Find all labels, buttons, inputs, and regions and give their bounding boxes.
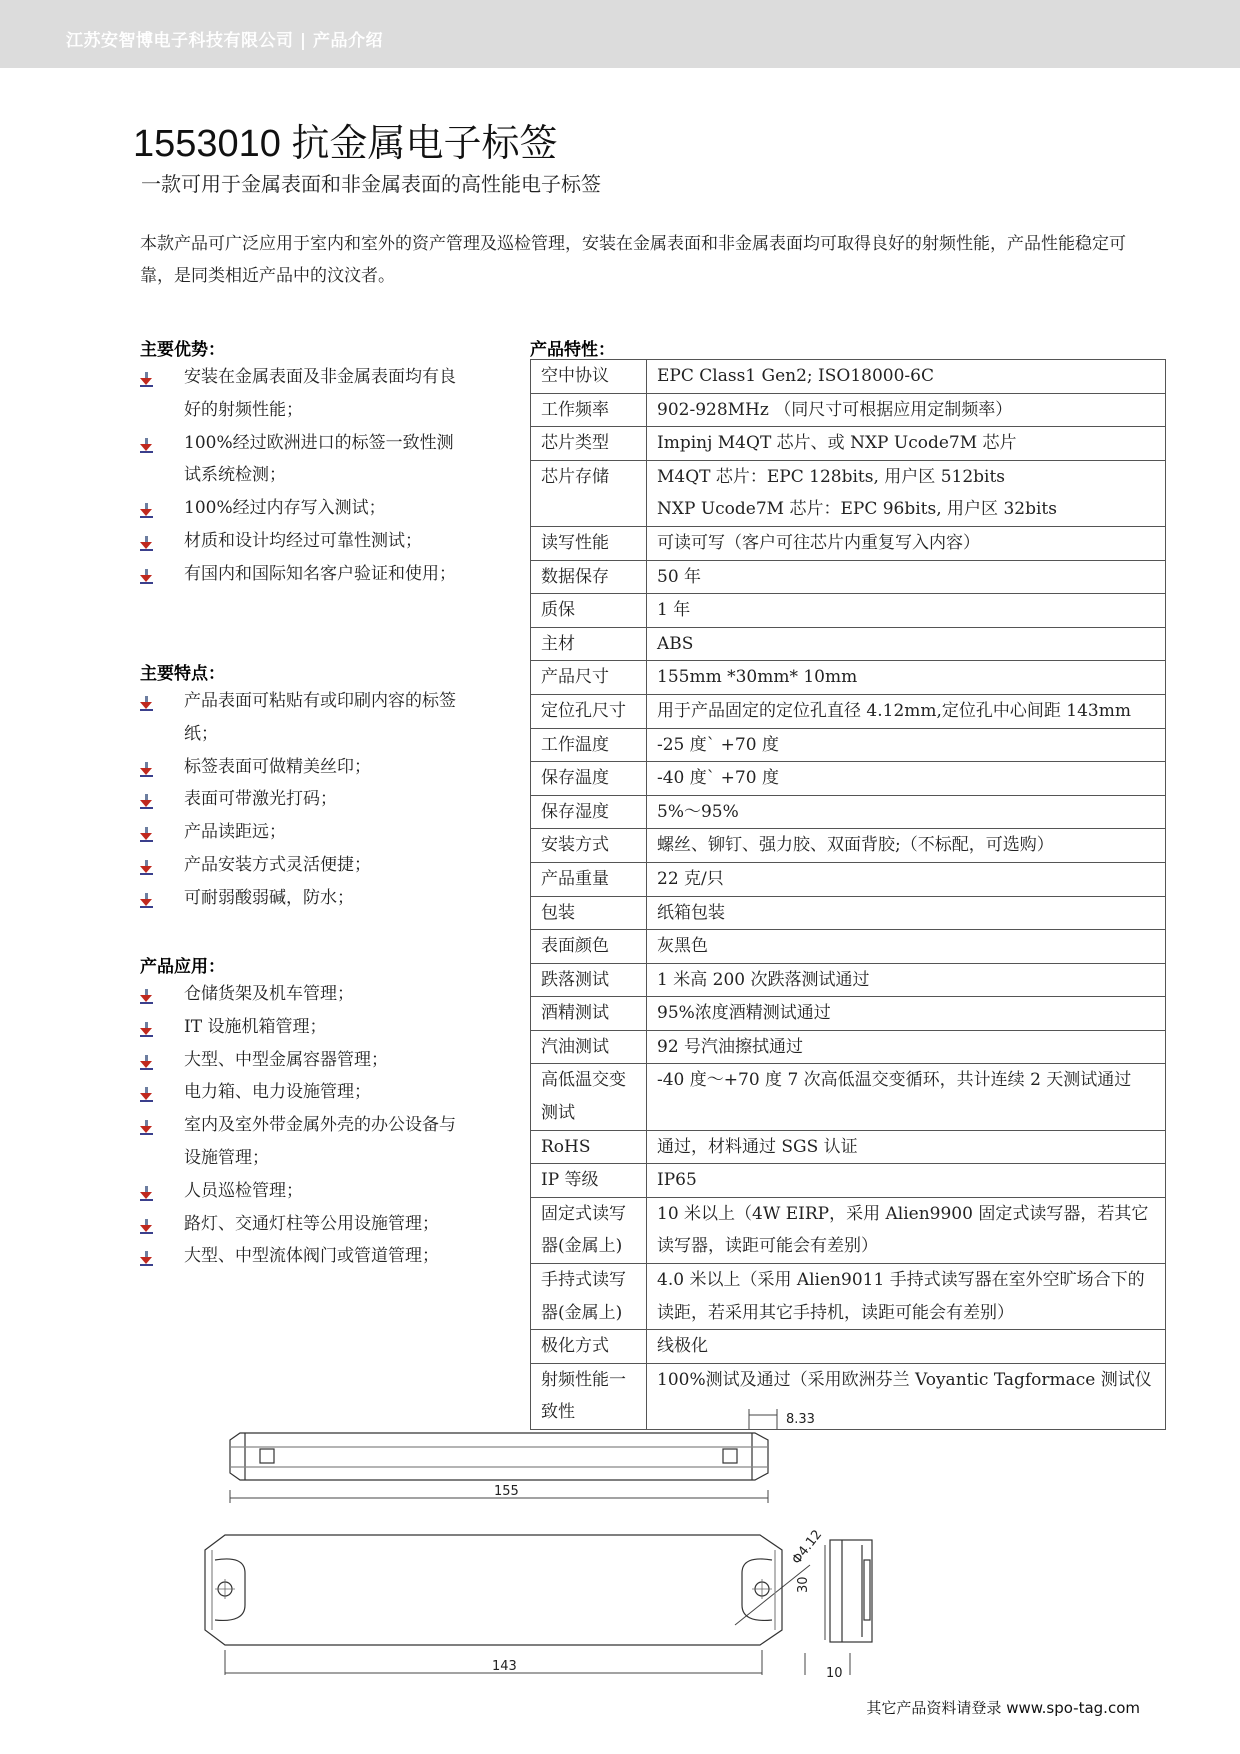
spec-row bbox=[531, 1130, 1166, 1164]
bullet-icon bbox=[140, 860, 154, 874]
bullet-icon bbox=[140, 1120, 154, 1134]
spec-value: 用于产品固定的定位孔直径 4.12mm,定位孔中心间距 143mm bbox=[647, 694, 1166, 728]
list-item-text: 产品读距远； bbox=[184, 822, 286, 843]
end-view bbox=[830, 1540, 872, 1642]
spec-row bbox=[531, 594, 1166, 628]
spec-key: 跌落测试 bbox=[531, 963, 647, 997]
spec-key: 保存温度 bbox=[531, 762, 647, 796]
footer-note: 其它产品资料请登录 www.spo-tag.com bbox=[866, 1699, 1140, 1717]
spec-key: IP 等级 bbox=[531, 1164, 647, 1198]
spec-row bbox=[531, 1264, 1166, 1330]
list-item-text: 安装在金属表面及非金属表面均有良好的射频性能； bbox=[184, 367, 456, 420]
spec-row bbox=[531, 560, 1166, 594]
spec-row bbox=[531, 360, 1166, 394]
list-item bbox=[140, 816, 470, 849]
spec-value: 100%测试及通过（采用欧洲芬兰 Voyantic Tagformace 测试仪 bbox=[647, 1363, 1166, 1429]
bullet-icon bbox=[140, 1219, 154, 1233]
spec-value: 纸箱包装 bbox=[647, 896, 1166, 930]
list-item-text: 大型、中型金属容器管理； bbox=[184, 1049, 388, 1070]
spec-row bbox=[531, 627, 1166, 661]
spec-row bbox=[531, 930, 1166, 964]
dim-10-label: 10 bbox=[826, 1666, 843, 1681]
bullet-icon bbox=[140, 827, 154, 841]
spec-row bbox=[531, 427, 1166, 461]
spec-value: 线极化 bbox=[647, 1330, 1166, 1364]
bullet-icon bbox=[140, 1251, 154, 1265]
spec-key: 芯片存储 bbox=[531, 460, 647, 526]
list-item bbox=[140, 685, 470, 751]
list-item-text: IT 设施机箱管理； bbox=[184, 1016, 327, 1037]
spec-value: -40 度～+70 度 7 次高低温交变循环，共计连续 2 天测试通过 bbox=[647, 1064, 1166, 1130]
spec-row bbox=[531, 829, 1166, 863]
spec-key: 工作温度 bbox=[531, 728, 647, 762]
spec-value: Impinj M4QT 芯片、或 NXP Ucode7M 芯片 bbox=[647, 427, 1166, 461]
spec-row bbox=[531, 1164, 1166, 1198]
list-item-text: 大型、中型流体阀门或管道管理； bbox=[184, 1246, 439, 1267]
bullet-icon bbox=[140, 989, 154, 1003]
bullet-icon bbox=[140, 503, 154, 517]
list-item bbox=[140, 783, 470, 816]
spec-key: 芯片类型 bbox=[531, 427, 647, 461]
spec-value: 10 米以上（4W EIRP，采用 Alien9900 固定式读写器，若其它读写器，读距可能会有差别） bbox=[647, 1197, 1166, 1263]
spec-table bbox=[530, 359, 1166, 1430]
spec-value: 4.0 米以上（采用 Alien9011 手持式读写器在室外空旷场合下的读距，若采用其它手持机，读距可能会有差别） bbox=[647, 1264, 1166, 1330]
spec-value: 50 年 bbox=[647, 560, 1166, 594]
list-item-text: 有国内和国际知名客户验证和使用； bbox=[184, 563, 456, 584]
list-item bbox=[140, 1175, 470, 1208]
spec-key: 固定式读写器(金属上) bbox=[531, 1197, 647, 1263]
list-item-text: 产品表面可粘贴有或印刷内容的标签纸； bbox=[184, 691, 456, 744]
list-item-text: 产品安装方式灵活便捷； bbox=[184, 854, 371, 875]
spec-value: 5%～95% bbox=[647, 795, 1166, 829]
spec-row bbox=[531, 393, 1166, 427]
spec-row bbox=[531, 661, 1166, 695]
spec-value: 902-928MHz （同尺寸可根据应用定制频率） bbox=[647, 393, 1166, 427]
spec-value: 1 年 bbox=[647, 594, 1166, 628]
dim-hole-label: Φ4.12 bbox=[789, 1527, 826, 1568]
bullet-icon bbox=[140, 1087, 154, 1101]
bullet-icon bbox=[140, 372, 154, 386]
list-item-text: 室内及室外带金属外壳的办公设备与设施管理； bbox=[184, 1115, 456, 1168]
list-item bbox=[140, 1011, 470, 1044]
spec-row bbox=[531, 526, 1166, 560]
side-view bbox=[230, 1433, 768, 1480]
dim-30-label: 30 bbox=[796, 1576, 811, 1593]
spec-key: 读写性能 bbox=[531, 526, 647, 560]
spec-key: 工作频率 bbox=[531, 393, 647, 427]
list-item bbox=[140, 1208, 470, 1241]
bullet-icon bbox=[140, 1186, 154, 1200]
spec-row bbox=[531, 997, 1166, 1031]
spec-row bbox=[531, 862, 1166, 896]
spec-value: -40 度` +70 度 bbox=[647, 762, 1166, 796]
list-item bbox=[140, 978, 470, 1011]
list-item bbox=[140, 427, 470, 493]
spec-value: ABS bbox=[647, 627, 1166, 661]
spec-key: 数据保存 bbox=[531, 560, 647, 594]
spec-value: EPC Class1 Gen2; ISO18000-6C bbox=[647, 360, 1166, 394]
list-item-text: 人员巡检管理； bbox=[184, 1180, 303, 1201]
spec-row bbox=[531, 762, 1166, 796]
spec-key: 安装方式 bbox=[531, 829, 647, 863]
spec-value: M4QT 芯片：EPC 128bits, 用户区 512bits NXP Ucode7M 芯片：EPC 96bits, 用户区 32bits bbox=[647, 460, 1166, 526]
spec-value: -25 度` +70 度 bbox=[647, 728, 1166, 762]
list-item-text: 表面可带激光打码； bbox=[184, 789, 337, 810]
features-heading: 主要特点： bbox=[140, 664, 225, 684]
list-item-text: 路灯、交通灯柱等公用设施管理； bbox=[184, 1213, 439, 1234]
spec-key: 手持式读写器(金属上) bbox=[531, 1264, 647, 1330]
spec-row bbox=[531, 896, 1166, 930]
dimension-lines bbox=[225, 1409, 850, 1675]
spec-row bbox=[531, 1064, 1166, 1130]
list-item bbox=[140, 882, 470, 915]
spec-key: 表面颜色 bbox=[531, 930, 647, 964]
product-title: 1553010 抗金属电子标签 bbox=[133, 123, 558, 165]
list-item-text: 仓储货架及机车管理； bbox=[184, 984, 354, 1004]
spec-key: 极化方式 bbox=[531, 1330, 647, 1364]
bullet-icon bbox=[140, 569, 154, 583]
list-item-text: 可耐弱酸弱碱，防水； bbox=[184, 887, 354, 908]
list-item bbox=[140, 492, 470, 525]
list-item bbox=[140, 751, 470, 784]
list-item bbox=[140, 1109, 470, 1175]
spec-value: 灰黑色 bbox=[647, 930, 1166, 964]
advantages-list bbox=[140, 361, 470, 591]
spec-value: 1 米高 200 次跌落测试通过 bbox=[647, 963, 1166, 997]
spec-key: 射频性能一致性 bbox=[531, 1363, 647, 1429]
advantages-heading: 主要优势： bbox=[140, 340, 225, 360]
list-item bbox=[140, 1240, 470, 1273]
list-item-text: 材质和设计均经过可靠性测试； bbox=[184, 530, 422, 551]
spec-row bbox=[531, 1030, 1166, 1064]
spec-key: 空中协议 bbox=[531, 360, 647, 394]
bullet-icon bbox=[140, 438, 154, 452]
spec-value: 95%浓度酒精测试通过 bbox=[647, 997, 1166, 1031]
spec-row bbox=[531, 1330, 1166, 1364]
top-view bbox=[205, 1535, 782, 1645]
spec-value: IP65 bbox=[647, 1164, 1166, 1198]
spec-key: RoHS bbox=[531, 1130, 647, 1164]
list-item bbox=[140, 1076, 470, 1109]
list-item bbox=[140, 1044, 470, 1077]
dim-143-label: 143 bbox=[492, 1659, 517, 1674]
spec-key: 产品尺寸 bbox=[531, 661, 647, 695]
bullet-icon bbox=[140, 1022, 154, 1036]
bullet-icon bbox=[140, 696, 154, 710]
spec-row bbox=[531, 963, 1166, 997]
spec-key: 保存湿度 bbox=[531, 795, 647, 829]
spec-key: 质保 bbox=[531, 594, 647, 628]
applications-list bbox=[140, 978, 470, 1273]
bullet-icon bbox=[140, 1055, 154, 1069]
spec-value: 92 号汽油擦拭通过 bbox=[647, 1030, 1166, 1064]
bullet-icon bbox=[140, 536, 154, 550]
product-subtitle: 一款可用于金属表面和非金属表面的高性能电子标签 bbox=[141, 172, 601, 196]
spec-value: 155mm *30mm* 10mm bbox=[647, 661, 1166, 695]
bullet-icon bbox=[140, 762, 154, 776]
header-text: 江苏安智博电子科技有限公司 | 产品介绍 bbox=[66, 31, 384, 51]
intro-paragraph: 本款产品可广泛应用于室内和室外的资产管理及巡检管理，安装在金属表面和非金属表面均可取得良好的射频性能，产品性能稳定可靠，是同类相近产品中的汶汶者。 bbox=[140, 234, 1126, 286]
list-item bbox=[140, 849, 470, 882]
bullet-icon bbox=[140, 794, 154, 808]
list-item bbox=[140, 361, 470, 427]
spec-key: 包装 bbox=[531, 896, 647, 930]
spec-key: 定位孔尺寸 bbox=[531, 694, 647, 728]
spec-key: 汽油测试 bbox=[531, 1030, 647, 1064]
spec-row bbox=[531, 460, 1166, 526]
spec-row bbox=[531, 728, 1166, 762]
list-item-text: 电力箱、电力设施管理； bbox=[184, 1082, 371, 1103]
spec-value: 通过，材料通过 SGS 认证 bbox=[647, 1130, 1166, 1164]
spec-value: 可读可写（客户可往芯片内重复写入内容） bbox=[647, 526, 1166, 560]
dim-8-33-label: 8.33 bbox=[786, 1412, 815, 1427]
dim-155-label: 155 bbox=[494, 1484, 519, 1499]
specs-heading: 产品特性： bbox=[530, 340, 615, 360]
dimension-drawing bbox=[200, 1395, 920, 1685]
spec-row bbox=[531, 795, 1166, 829]
applications-heading: 产品应用： bbox=[140, 957, 225, 977]
spec-value: 螺丝、铆钉、强力胶、双面背胶;（不标配，可选购） bbox=[647, 829, 1166, 863]
spec-key: 主材 bbox=[531, 627, 647, 661]
bullet-icon bbox=[140, 893, 154, 907]
spec-key: 酒精测试 bbox=[531, 997, 647, 1031]
spec-key: 高低温交变测试 bbox=[531, 1064, 647, 1130]
spec-key: 产品重量 bbox=[531, 862, 647, 896]
spec-value: 22 克/只 bbox=[647, 862, 1166, 896]
spec-row bbox=[531, 694, 1166, 728]
list-item-text: 100%经过内存写入测试； bbox=[184, 498, 386, 519]
features-list bbox=[140, 685, 470, 915]
list-item bbox=[140, 558, 470, 591]
header-band bbox=[0, 0, 1240, 68]
list-item-text: 标签表面可做精美丝印； bbox=[184, 756, 371, 777]
list-item bbox=[140, 525, 470, 558]
spec-row bbox=[531, 1197, 1166, 1263]
list-item-text: 100%经过欧洲进口的标签一致性测试系统检测； bbox=[184, 432, 454, 486]
